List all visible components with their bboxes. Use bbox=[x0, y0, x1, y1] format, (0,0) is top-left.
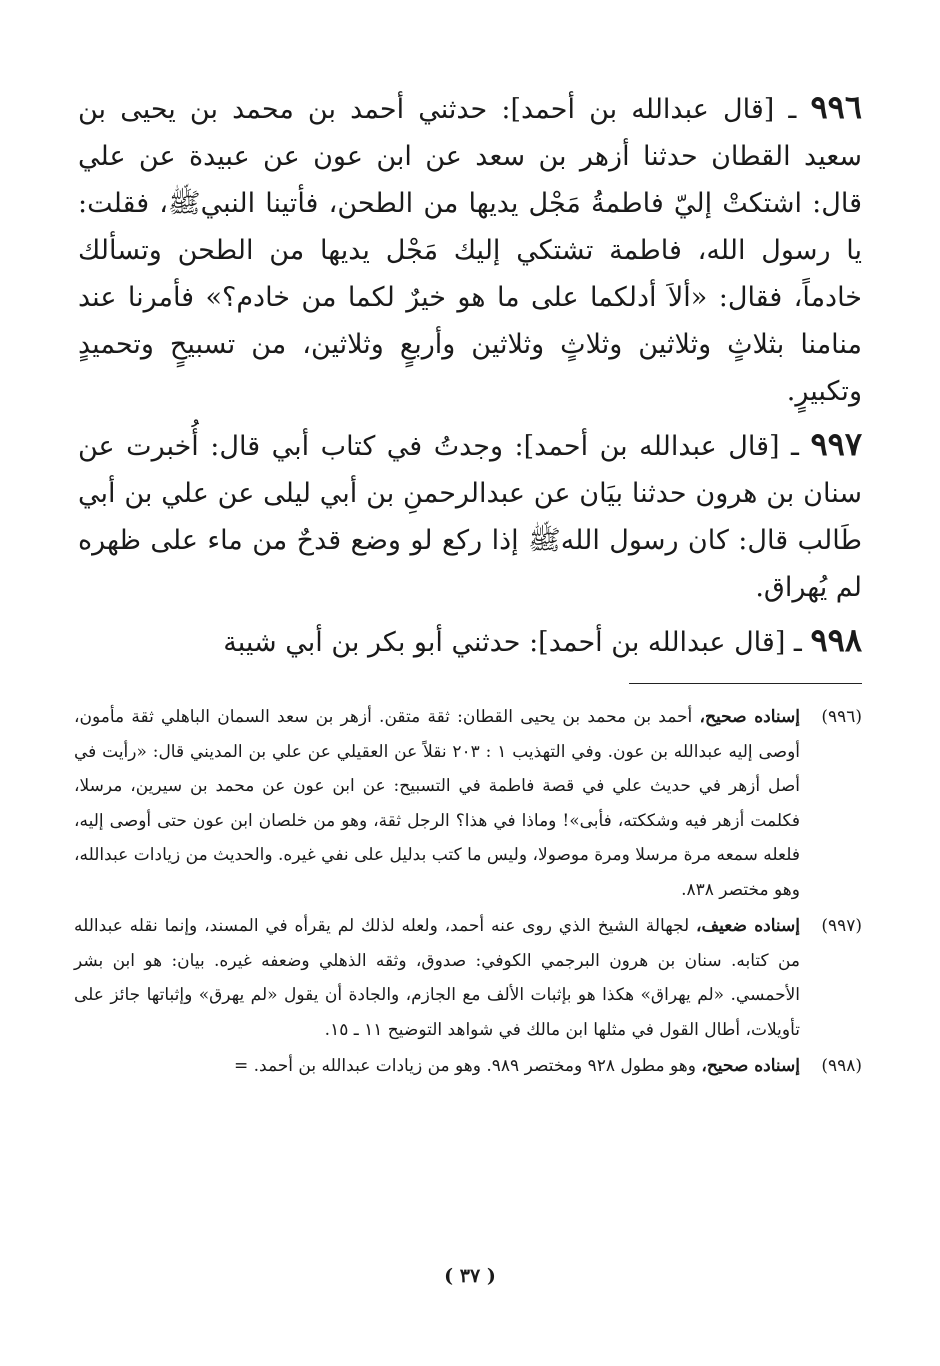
footnote-text: وهو مطول ٩٢٨ ومختصر ٩٨٩. وهو من زيادات عبدالله بن أحمد. = bbox=[233, 1056, 702, 1076]
hadith-entry-996 bbox=[78, 84, 862, 415]
footnote-997 bbox=[74, 909, 862, 1047]
footnote-number: (٩٩٧) bbox=[821, 916, 862, 936]
footnotes bbox=[74, 700, 862, 1086]
hadith-number: ٩٩٧ bbox=[810, 425, 862, 463]
footnote-grading: إسناده ضعيف، bbox=[696, 916, 800, 936]
hadith-text: ـ [قال عبدالله بن أحمد]: حدثني أحمد بن محمد بن يحيى بن سعيد القطان حدثنا أزهر بن سعد عن ابن عون عن عبيدة عن علي قال: اشتكتْ إليّ فاطمةُ مَجْل يديها من الطحن، فأتينا النبيﷺ، فقلت: يا رسول الله، فاطمة تشتكي إليك مَجْل يديها من الطحن وتسألك خادماً، فقال: «ألاَ أدلكما على ما هو خيرٌ لكما من خادم؟» فأمرنا عند منامنا بثلاثٍ وثلاثين وثلاثٍ وثلاثين وأربعٍ وثلاثين، من تسبيحٍ وتحميدٍ وتكبيرٍ. bbox=[78, 94, 862, 407]
hadith-entry-998 bbox=[78, 617, 862, 666]
footnote-grading: إسناده صحيح، bbox=[699, 707, 800, 727]
hadith-text: ـ [قال عبدالله بن أحمد]: حدثني أبو بكر بن أبي شيبة bbox=[223, 627, 811, 658]
page-number: ( ٣٧ ) bbox=[444, 1265, 496, 1287]
main-text bbox=[78, 84, 862, 672]
hadith-entry-997 bbox=[78, 421, 862, 611]
hadith-number: ٩٩٨ bbox=[810, 621, 862, 659]
footnote-text: أحمد بن محمد بن يحيى القطان: ثقة متقن. أزهر بن سعد السمان الباهلي ثقة مأمون، أوصى إليه عبدالله بن عون. وفي التهذيب ١ : ٢٠٣ نقلاً عن العقيلي عن علي بن المديني قال: «رأيت في أصل أزهر في حديث علي في قصة فاطمة في التسبيح: عن ابن عون عن محمد بن سيرين، مرسلا، فكلمت أزهر فيه وشككته، فأبى»! وماذا في هذا؟ الرجل ثقة، وهو من خلصان ابن عون حتى أوصى إليه، فلعله سمعه مرة مرسلا ومرة موصولا، وليس ما كتب بدليل على نفي غيره. والحديث من زيادات عبدالله، وهو مختصر ٨٣٨. bbox=[74, 707, 801, 900]
footnote-text: لجهالة الشيخ الذي روى عنه أحمد، ولعله لذلك لم يقرأه في المسند، وإنما نقله عبدالله من كتابه. سنان بن هرون البرجمي الكوفي: صدوق، وثقه الذهلي وضعفه غيره. بيان: هو ابن بشر الأحمسي. «لم يهراق» هكذا هو بإثبات الألف مع الجازم، والجادة أن يقول «لم يهرق» وإثباتها جائز على تأويلات، أطال القول في مثلها ابن مالك في شواهد التوضيح ١١ ـ ١٥. bbox=[74, 916, 800, 1040]
footnote-996 bbox=[74, 700, 862, 907]
footnote-number: (٩٩٨) bbox=[821, 1056, 862, 1076]
footnote-divider bbox=[629, 683, 862, 684]
footnote-998 bbox=[74, 1049, 862, 1084]
footnote-number: (٩٩٦) bbox=[821, 707, 862, 727]
hadith-number: ٩٩٦ bbox=[810, 88, 862, 126]
hadith-text: ـ [قال عبدالله بن أحمد]: وجدتُ في كتاب أبي قال: أُخبرت عن سنان بن هرون حدثنا بيَان عن عبدالرحمنِ بن أبي ليلى عن علي بن أبي طَالب قال: كان رسول اللهﷺ إذا ركع لو وضع قدحٌ من ماء على ظهره لم يُهراق. bbox=[78, 431, 862, 603]
footnote-grading: إسناده صحيح، bbox=[701, 1056, 800, 1076]
